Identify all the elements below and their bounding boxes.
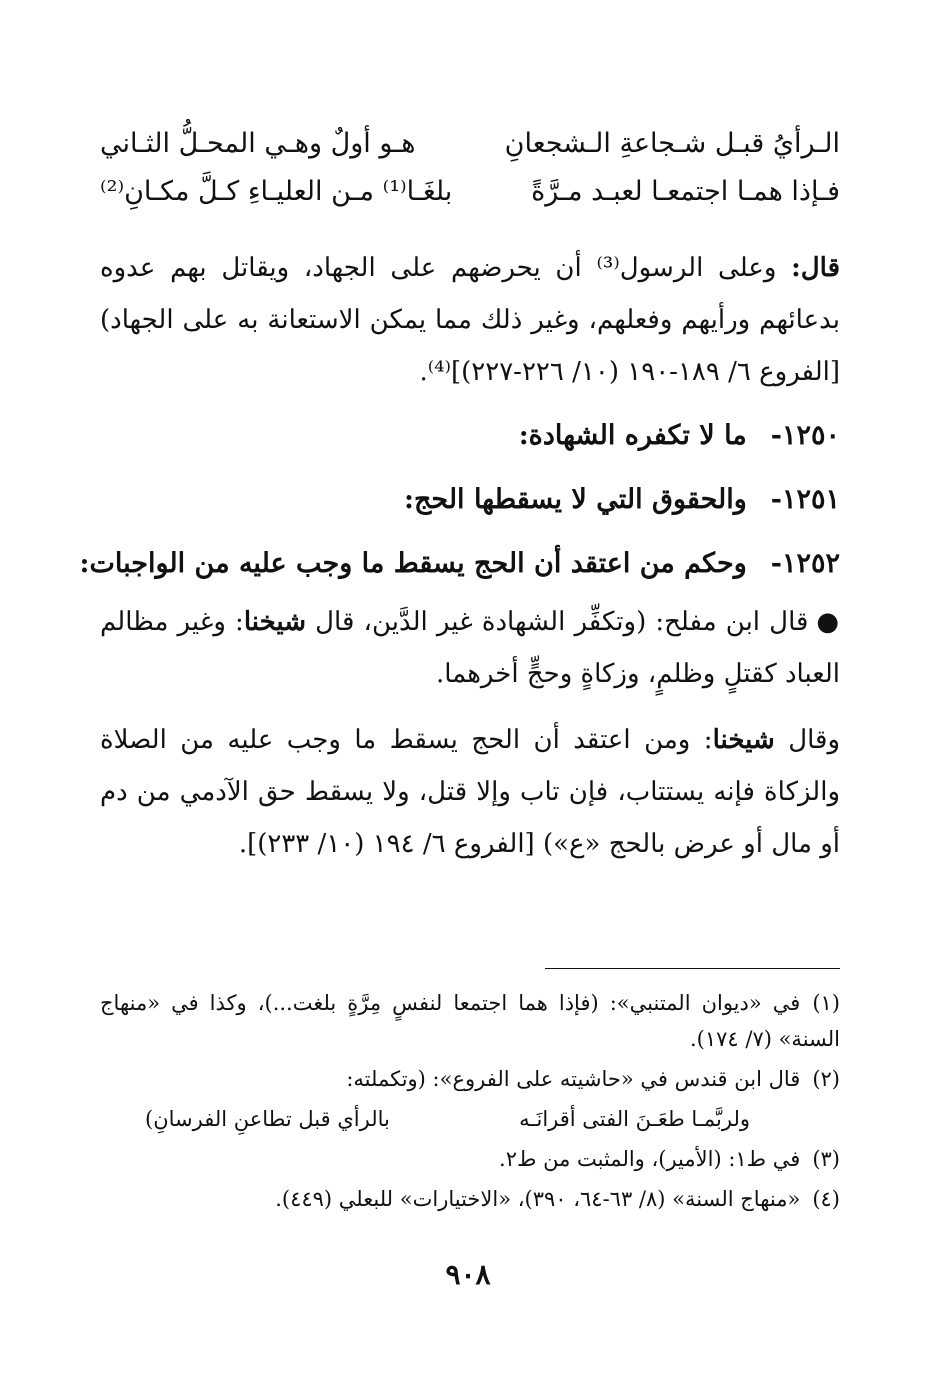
footnote-verse: [100, 1101, 840, 1137]
paragraph-text-post: : ومن اعتقد أن الحج يسقط ما وجب عليه من الصلاة والزكاة فإنه يستتاب، فإن تاب وإلا قتل، ولا يسقط حق الآدمي من دم أو مال أو عرض بالحج «ع») [الفروع ٦/ ١٩٤ (١٠/ ٢٣٣)].: [100, 725, 840, 859]
footnotes: [100, 985, 840, 1221]
paragraph-shaykh: [100, 714, 840, 870]
paragraph-text-pre: وقال: [788, 725, 841, 755]
section-number: ١٢٥١-: [770, 484, 840, 515]
section-number: ١٢٥٢-: [770, 548, 840, 579]
hemistich-first: ولربَّمـا طعَـنَ الفتى أقرانَـه: [519, 1107, 750, 1131]
shaykh-label: شيخنا: [243, 607, 306, 637]
paragraph-text-pre: قال ابن مفلح: (وتكفِّر الشهادة غير الدَّين، قال: [315, 607, 809, 637]
footnote-4: [100, 1181, 840, 1217]
footnote-text: في ط١: (الأمير)، والمثبت من ط٢.: [499, 1147, 801, 1171]
footnote-text: «منهاج السنة» (٨/ ٦٣-٦٤، ٣٩٠)، «الاختيارات» للبعلي (٤٤٩).: [275, 1187, 801, 1211]
shaykh-label: شيخنا: [712, 725, 775, 755]
hemistich-second: بلغَـا⁽¹⁾ مـن العليـاءِ كـلَّ مكـانِ⁽²⁾: [100, 176, 453, 207]
paragraph-jihad: [100, 242, 840, 398]
hemistich-second: هـو أولٌ وهـي المحـلُّ الثـاني: [100, 128, 416, 159]
footnote-number: (١): [812, 991, 840, 1015]
section-heading-1250: [100, 416, 840, 456]
section-number: ١٢٥٠-: [770, 420, 840, 451]
section-title: والحقوق التي لا يسقطها الحج:: [404, 484, 747, 515]
footnote-separator: [545, 968, 840, 969]
footnote-1: [100, 985, 840, 1057]
paragraph-ibn-muflih: [100, 596, 840, 700]
page-number: ٩٠٨: [445, 1258, 491, 1291]
footnote-text: في «ديوان المتنبي»: (فإذا هما اجتمعا لنفسٍ مِرَّةٍ بلغت...)، وكذا في «منهاج السنة» (٧/ ١٧٤).: [100, 991, 840, 1051]
footnote-number: (٤): [812, 1187, 840, 1211]
main-text: [79, 120, 841, 870]
footnote-text: قال ابن قندس في «حاشيته على الفروع»: (وتكملته:: [346, 1067, 801, 1091]
footnote-2: [100, 1061, 840, 1097]
poem-verse-2: [100, 168, 840, 216]
footnote-number: (٢): [812, 1067, 840, 1091]
section-heading-1251: [100, 480, 840, 520]
paragraph-text: وعلى الرسول⁽³⁾ أن يحرضهم على الجهاد، ويقاتل بهم عدوه بدعائهم ورأيهم وفعلهم، وغير ذلك مما يمكن الاستعانة به على الجهاد) [الفروع ٦/ ١٨٩-١٩٠ (١٠/ ٢٢٦-٢٢٧)]⁽⁴⁾.: [100, 253, 840, 387]
footnote-3: [100, 1141, 840, 1177]
hemistich-second: بالرأي قبل تطاعنِ الفرسانِ): [145, 1107, 390, 1131]
footnote-number: (٣): [812, 1147, 840, 1171]
paragraph-lead: قال:: [791, 253, 840, 283]
paragraph-text-post: : وغير مظالم العباد كقتلٍ وظلمٍ، وزكاةٍ وحجٍّ أخرهما.: [100, 607, 840, 689]
bullet-icon: ●: [816, 607, 840, 637]
hemistich-first: فـإذا همـا اجتمعـا لعبـد مـرَّةً: [531, 176, 840, 207]
poem-verse-1: [100, 120, 840, 168]
section-heading-1252: [79, 544, 840, 584]
section-title: ما لا تكفره الشهادة:: [518, 420, 747, 451]
section-title: وحكم من اعتقد أن الحج يسقط ما وجب عليه من الواجبات:: [79, 548, 747, 579]
hemistich-first: الـرأيُ قبـل شـجاعةِ الـشجعانِ: [504, 128, 840, 159]
